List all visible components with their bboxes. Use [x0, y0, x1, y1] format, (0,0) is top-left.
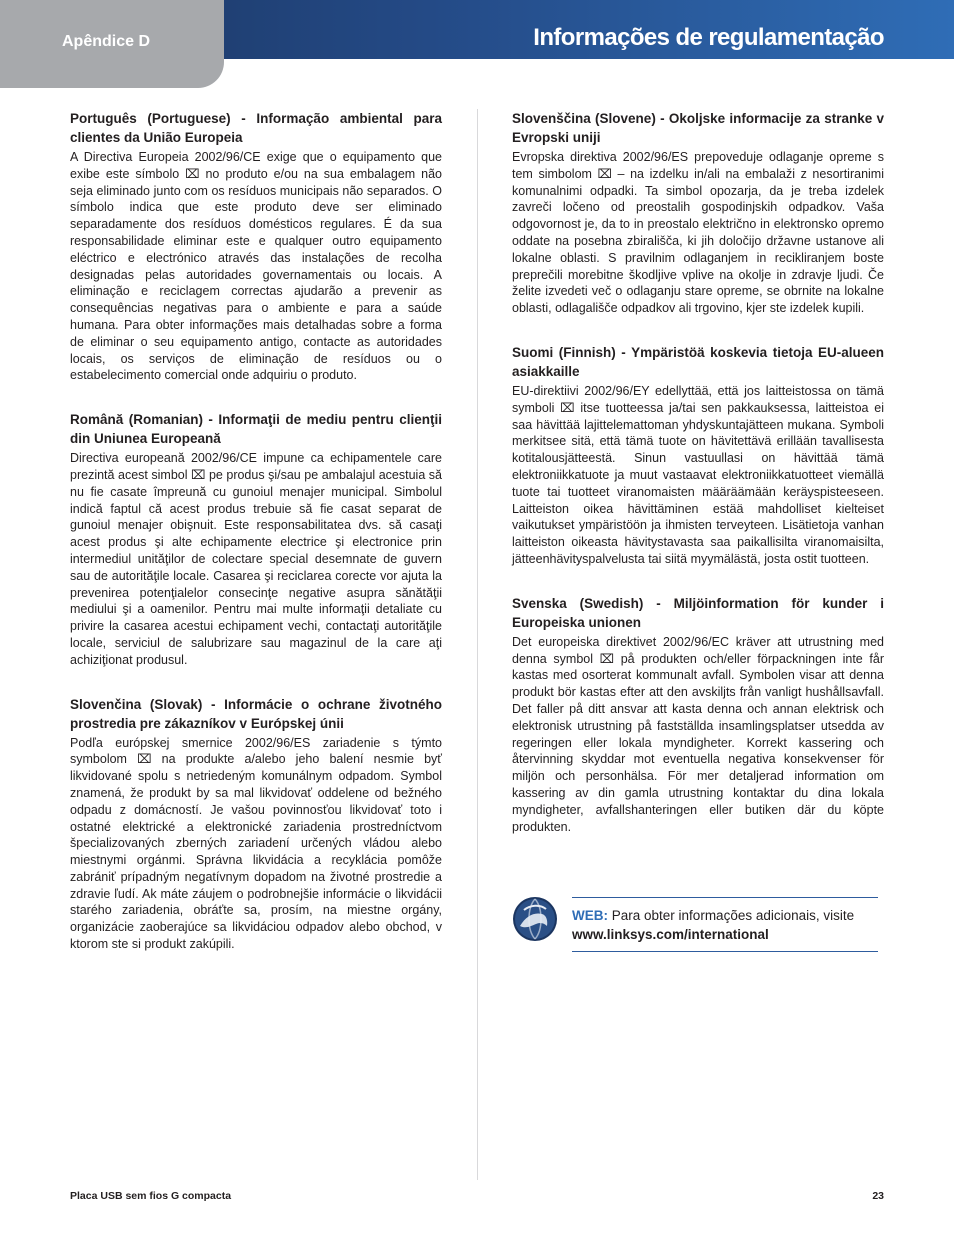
section-slovak [70, 695, 442, 953]
web-rule-bottom [572, 951, 878, 952]
column-divider [477, 109, 478, 1180]
web-rule-top [572, 897, 878, 898]
section-title: Română (Romanian) - Informaţii de mediu pentru clienţii din Uniunea Europeană [70, 412, 442, 447]
section-swedish [512, 594, 884, 836]
section-slovene [512, 109, 884, 317]
section-romanian [70, 410, 442, 668]
section-body: Det europeiska direktivet 2002/96/EC kräver att utrustning med denna symbol ⌧ på produkten och/eller förpackningen inte får kastas med osorterat kommunalt avfall. Symbolen visar att denna produkt bör kastas efter att den avskiljts från vanligt hushållsavfall. Det faller på ditt ansvar att kasta denna och annan elektrisk och elektronisk utrustning på fastställda insamlingsplatser utsedda av regeringen eller lokala myndigheter. Korrekt kassering och återvinning skyddar mot eventuella negativa konsekvenser för miljön och personhälsa. För mer detaljerad information om kassering av din gamla utrustning kontaktar du dina lokala myndigheter, avfallshanteringen eller butiken där du köpte produkten. [512, 634, 884, 834]
section-finnish [512, 343, 884, 568]
globe-icon [512, 896, 558, 942]
section-title: Svenska (Swedish) - Miljöinformation för kunder i Europeiska unionen [512, 595, 884, 630]
section-body: EU-direktiivi 2002/96/EY edellyttää, että jos laitteistossa on tämä symboli ⌧ itse tuotteessa ja/tai sen pakkauksessa, laitteistoa ei saa hävittää lajittelemattoman yhdyskuntajätteen mukana. Symboli merkitsee sitä, että tämä tuote on hävitettävä erillään tavallisesta kotitalousjätteestä. Sinun vastuullasi on hävittää tämä elektroniikkatuote ja muut vastaavat elektroniikkatuotteet viemällä tuote tai tuotteet viranomaisten määräämään keräyspisteeseen. Laitteiston oikea hävittäminen estää mahdolliset kielteiset vaikutukset ympäristöön ja ihmisten terveyteen. Lisätietoja vanhan laitteiston oikeasta hävitystavasta saa paikallisilta viranomaisilta, jätteenhävityspalvelusta tai siitä myymälästä, josta ostit tuotteen. [512, 383, 884, 566]
section-body: Podľa európskej smernice 2002/96/ES zariadenie s týmto symbolom ⌧ na produkte a/alebo jeho balení nesmie byť likvidované spolu s netriedeným komunálnym odpadom. Symbol znamená, že produkt by sa mal likvidovať oddelene od bežného odpadu z domácností. Je vašou povinnosťou likvidovať toto i ostatné elektrické a elektronické zariadenia prostredníctvom špecializovaných zberných zariadení určených vládou alebo miestnymi orgánmi. Správna likvidácia a recyklácia pomôže zabrániť prípadným negatívnym dopadom na životné prostredie a zdravie ľudí. Ak máte záujem o podrobnejšie informácie o likvidácii starého zariadenia, obráťte sa, prosím, na miestne orgány, organizácie zaoberajúce sa likvidáciou odpadov alebo obchod, v ktorom ste si produkt zakúpili. [70, 735, 442, 952]
left-column [70, 109, 442, 979]
page-header [0, 0, 954, 88]
section-title: Slovenčina (Slovak) - Informácie o ochrane životného prostredia pre zákazníkov v Európskej únii [70, 696, 442, 731]
web-note [512, 893, 884, 953]
section-title: Slovenščina (Slovene) - Okoljske informacije za stranke v Evropski uniji [512, 111, 884, 145]
section-body: A Directiva Europeia 2002/96/CE exige que o equipamento que exibe este símbolo ⌧ no produto e/ou na sua embalagem não seja eliminado junto com os resíduos municipais não separados. O símbolo indica que este produto deve ser eliminado separadamente dos resíduos domésticos regulares. É da sua responsabilidade eliminar este e qualquer outro equipamento eléctrico e electrónico através das instalações de recolha designadas pelas autoridades governamentais ou locais. A eliminação e reciclagem correctas ajudarão a prevenir as consequências negativas para o ambiente e para a saúde humana. Para obter informações mais detalhadas sobre a forma de eliminar o seu equipamento antigo, contacte as autoridades locais, os serviços de eliminação de resíduos ou o estabelecimento comercial onde adquiriu o produto. [70, 150, 442, 383]
page-title: Informações de regulamentação [533, 24, 884, 51]
web-url-link[interactable]: www.linksys.com/international [572, 927, 769, 942]
right-column [512, 109, 884, 861]
web-label: WEB: [572, 908, 608, 923]
section-body: Directiva europeană 2002/96/CE impune ca echipamentele care prezintă acest simbol ⌧ pe produs şi/sau pe ambalajul acestuia să nu fie casate împreună cu gunoiul menajer municipal. Simbolul indică faptul că acest produs trebuie să fie casat separat de gunoiul menajer obişnuit. Este responsabilitatea dvs. să casaţi acest produs şi alte echipamente electrice şi electronice prin intermediul unităţilor de colectare special desemnate de guvern sau de autorităţile locale. Casarea şi reciclarea corecte vor ajuta la prevenirea potenţialelor consecinţe negative asupra sănătăţii mediului şi a oamenilor. Pentru mai multe informaţii detaliate cu privire la casarea acestui echipament vechi, contactaţi autorităţile locale, serviciul de salubrizare sau magazinul de la care aţi achiziţionat produsul. [70, 451, 442, 667]
web-text [572, 906, 884, 944]
section-portuguese [70, 109, 442, 384]
appendix-label: Apêndice D [62, 33, 151, 50]
section-body: Evropska direktiva 2002/96/ES prepoveduje odlaganje opreme s tem simbolom ⌧ – na izdelku in/ali na embalaži z nesortiranimi komunalnimi odpadki. Ta simbol opozarja, da je treba izdelek zavreči ločeno od preostalih gospodinjskih odpadkov. Vaša odgovornost je, da to in preostalo električno in elektronsko opremo oddate na posebna zbirališča, ki jih določijo državne ustanove ali lokalne oblasti. S pravilnim odlaganjem in recikliranjem boste preprečili morebitne škodljive vplive na okolje in zdravje ljudi. Če želite izvedeti več o odlaganju stare opreme, se obrnite na lokalne oblasti, odlagališče odpadkov ali trgovino, kjer ste izdelek kupili. [512, 150, 884, 316]
web-description: Para obter informações adicionais, visite [611, 908, 855, 923]
section-title: Português (Portuguese) - Informação ambiental para clientes da União Europeia [70, 111, 442, 145]
section-title: Suomi (Finnish) - Ympäristöä koskevia tietoja EU-alueen asiakkaille [512, 344, 884, 379]
footer-product-name: Placa USB sem fios G compacta [70, 1190, 232, 1202]
page-number: 23 [872, 1190, 884, 1202]
